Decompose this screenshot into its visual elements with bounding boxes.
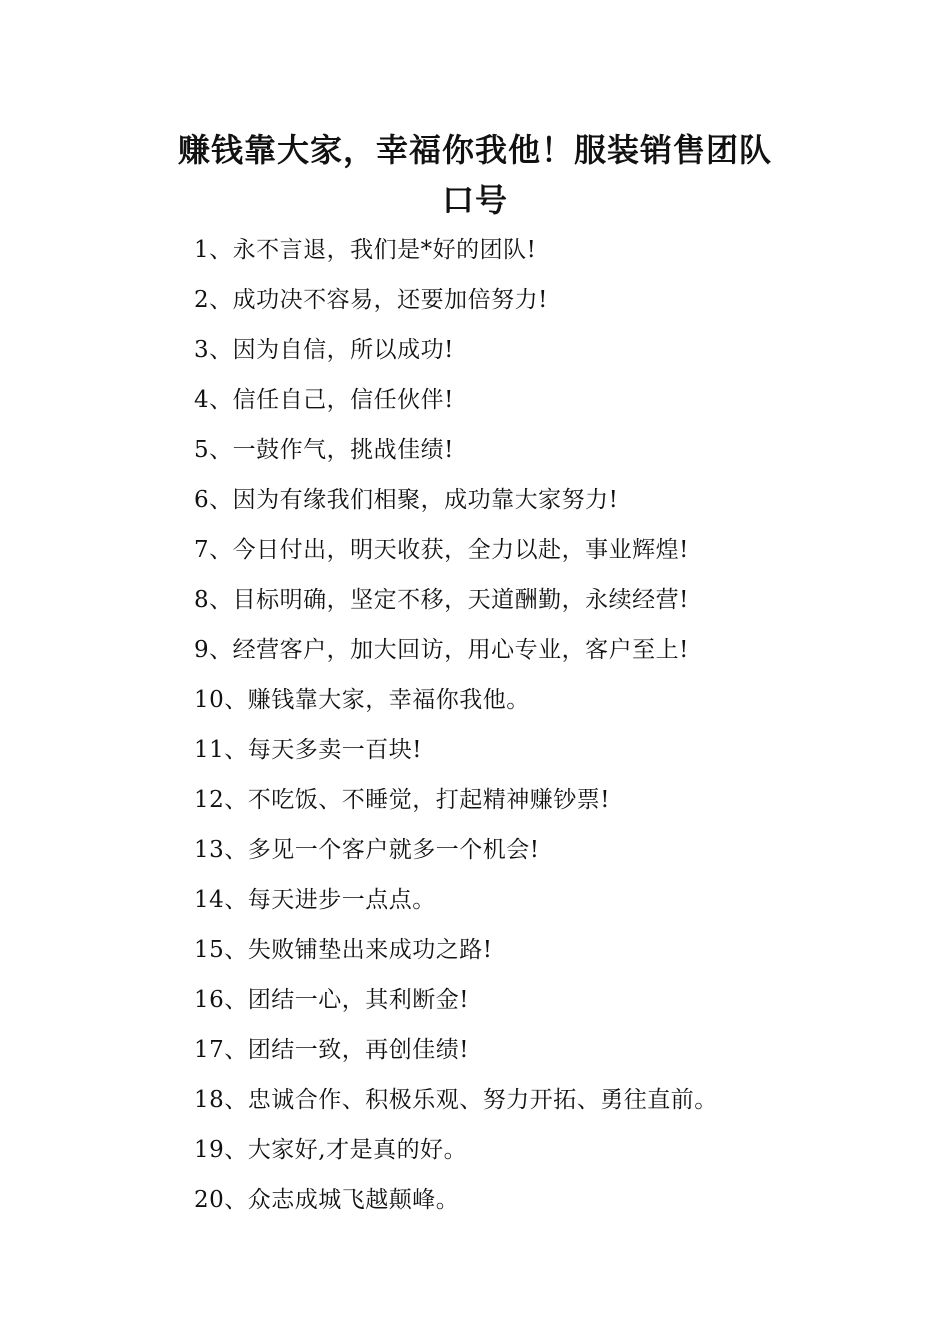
slogan-item: 17、团结一致，再创佳绩! [194, 1037, 470, 1063]
slogan-item: 5、一鼓作气，挑战佳绩! [194, 437, 454, 463]
slogan-item: 6、因为有缘我们相聚，成功靠大家努力! [194, 487, 619, 513]
slogan-item: 8、目标明确，坚定不移，天道酬勤，永续经营! [194, 587, 689, 613]
slogan-item: 10、赚钱靠大家，幸福你我他。 [194, 687, 530, 713]
document-title-line-2: 口号 [441, 181, 508, 219]
slogan-item: 15、失败铺垫出来成功之路! [194, 937, 493, 963]
slogan-item: 4、信任自己，信任伙伴! [194, 387, 454, 413]
slogan-item: 14、每天进步一点点。 [194, 887, 436, 913]
slogan-item: 16、团结一心，其利断金! [194, 987, 470, 1013]
slogan-item: 13、多见一个客户就多一个机会! [194, 837, 540, 863]
slogan-item: 12、不吃饭、不睡觉，打起精神赚钞票! [194, 787, 611, 813]
slogan-item: 9、经营客户，加大回访，用心专业，客户至上! [194, 637, 689, 663]
slogan-item: 18、忠诚合作、积极乐观、努力开拓、勇往直前。 [194, 1087, 718, 1113]
slogan-list [194, 230, 718, 1230]
slogan-item: 11、每天多卖一百块! [194, 737, 423, 763]
slogan-item: 2、成功决不容易，还要加倍努力! [194, 287, 548, 313]
document-title-line-1: 赚钱靠大家，幸福你我他！服装销售团队 [177, 131, 772, 169]
slogan-item: 1、永不言退，我们是*好的团队! [194, 237, 537, 263]
slogan-item: 7、今日付出，明天收获，全力以赴，事业辉煌! [194, 537, 689, 563]
slogan-item: 19、大家好,才是真的好。 [194, 1137, 468, 1163]
slogan-item: 3、因为自信，所以成功! [194, 337, 454, 363]
slogan-item: 20、众志成城飞越颠峰。 [194, 1187, 460, 1213]
